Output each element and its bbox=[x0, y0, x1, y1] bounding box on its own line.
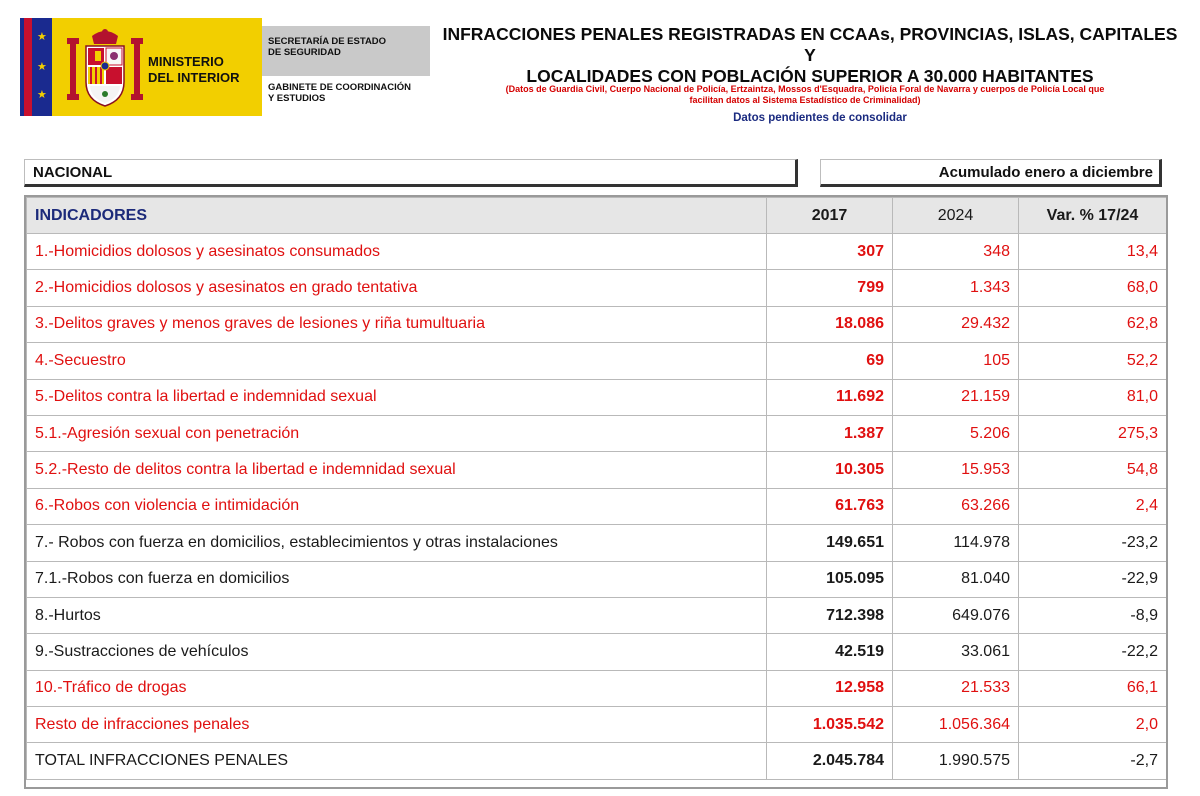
row-value-2024: 29.432 bbox=[893, 306, 1019, 342]
row-variation: -23,2 bbox=[1019, 525, 1167, 561]
table-row bbox=[27, 270, 1167, 306]
row-label: 9.-Sustracciones de vehículos bbox=[27, 634, 767, 670]
ministry-logo bbox=[20, 18, 262, 116]
star-icon: ★ bbox=[37, 61, 47, 73]
row-value-2017: 12.958 bbox=[767, 670, 893, 706]
table-body bbox=[27, 234, 1167, 780]
row-variation: -22,9 bbox=[1019, 561, 1167, 597]
row-value-2024: 1.343 bbox=[893, 270, 1019, 306]
row-variation: -2,7 bbox=[1019, 743, 1167, 779]
indicators-table bbox=[26, 197, 1167, 780]
row-value-2017: 307 bbox=[767, 234, 893, 270]
cabinet-line2: Y ESTUDIOS bbox=[268, 93, 326, 104]
row-label: 5.1.-Agresión sexual con penetración bbox=[27, 415, 767, 451]
flag-red-band bbox=[24, 18, 32, 116]
table-row bbox=[27, 707, 1167, 743]
row-variation: 54,8 bbox=[1019, 452, 1167, 488]
table-total-row bbox=[27, 743, 1167, 779]
row-value-2024: 105 bbox=[893, 343, 1019, 379]
row-variation: 13,4 bbox=[1019, 234, 1167, 270]
row-variation: 66,1 bbox=[1019, 670, 1167, 706]
row-value-2024: 63.266 bbox=[893, 488, 1019, 524]
sources-note-line2: facilitan datos al Sistema Estadístico de Criminalidad) bbox=[689, 95, 921, 105]
ministry-name-line1: MINISTERIO bbox=[148, 54, 224, 69]
ministry-name-line2: DEL INTERIOR bbox=[148, 70, 240, 85]
table-row bbox=[27, 306, 1167, 342]
cabinet-line1: GABINETE DE COORDINACIÓN bbox=[268, 82, 412, 93]
page-title bbox=[440, 24, 1180, 87]
table-row bbox=[27, 525, 1167, 561]
secretariat-line2: DE SEGURIDAD bbox=[268, 47, 341, 58]
header-year-2017: 2017 bbox=[767, 198, 893, 234]
table-row bbox=[27, 488, 1167, 524]
row-value-2024: 5.206 bbox=[893, 415, 1019, 451]
table-row bbox=[27, 415, 1167, 451]
row-value-2024: 33.061 bbox=[893, 634, 1019, 670]
row-variation: -8,9 bbox=[1019, 597, 1167, 633]
period-selector[interactable]: Acumulado enero a diciembre bbox=[820, 159, 1162, 187]
row-label: 10.-Tráfico de drogas bbox=[27, 670, 767, 706]
row-value-2024: 15.953 bbox=[893, 452, 1019, 488]
row-value-2024: 114.978 bbox=[893, 525, 1019, 561]
secretariat-line1: SECRETARÍA DE ESTADO bbox=[268, 36, 387, 47]
star-icon: ★ bbox=[37, 31, 47, 43]
row-variation: 81,0 bbox=[1019, 379, 1167, 415]
row-label: 7.- Robos con fuerza en domicilios, establecimientos y otras instalaciones bbox=[27, 525, 767, 561]
row-value-2017: 61.763 bbox=[767, 488, 893, 524]
header-variation: Var. % 17/24 bbox=[1019, 198, 1167, 234]
row-label: 3.-Delitos graves y menos graves de lesiones y riña tumultuaria bbox=[27, 306, 767, 342]
row-value-2017: 149.651 bbox=[767, 525, 893, 561]
row-variation: 52,2 bbox=[1019, 343, 1167, 379]
row-value-2017: 1.387 bbox=[767, 415, 893, 451]
row-value-2017: 712.398 bbox=[767, 597, 893, 633]
row-value-2017: 11.692 bbox=[767, 379, 893, 415]
row-value-2024: 21.159 bbox=[893, 379, 1019, 415]
row-label: 4.-Secuestro bbox=[27, 343, 767, 379]
row-value-2017: 799 bbox=[767, 270, 893, 306]
header-year-2024: 2024 bbox=[893, 198, 1019, 234]
row-value-2024: 1.056.364 bbox=[893, 707, 1019, 743]
row-label: 1.-Homicidios dolosos y asesinatos consumados bbox=[27, 234, 767, 270]
star-icon: ★ bbox=[37, 89, 47, 101]
row-variation: 2,4 bbox=[1019, 488, 1167, 524]
row-variation: -22,2 bbox=[1019, 634, 1167, 670]
row-value-2017: 69 bbox=[767, 343, 893, 379]
sources-note bbox=[450, 84, 1160, 106]
ministry-name bbox=[148, 54, 260, 86]
table-row bbox=[27, 597, 1167, 633]
row-label: 7.1.-Robos con fuerza en domicilios bbox=[27, 561, 767, 597]
row-label: 5.-Delitos contra la libertad e indemnidad sexual bbox=[27, 379, 767, 415]
table-row bbox=[27, 379, 1167, 415]
row-label: Resto de infracciones penales bbox=[27, 707, 767, 743]
eu-flag-strip bbox=[20, 18, 52, 116]
secretariat-label bbox=[268, 36, 428, 58]
pending-note: Datos pendientes de consolidar bbox=[733, 112, 907, 124]
row-value-2024: 348 bbox=[893, 234, 1019, 270]
row-value-2017: 10.305 bbox=[767, 452, 893, 488]
row-value-2024: 1.990.575 bbox=[893, 743, 1019, 779]
row-value-2017: 2.045.784 bbox=[767, 743, 893, 779]
row-value-2024: 81.040 bbox=[893, 561, 1019, 597]
table-row bbox=[27, 634, 1167, 670]
row-value-2017: 18.086 bbox=[767, 306, 893, 342]
header-indicators: INDICADORES bbox=[27, 198, 767, 234]
coat-of-arms-icon bbox=[64, 26, 146, 112]
table-row bbox=[27, 452, 1167, 488]
table-row bbox=[27, 343, 1167, 379]
row-label: TOTAL INFRACCIONES PENALES bbox=[27, 743, 767, 779]
row-variation: 68,0 bbox=[1019, 270, 1167, 306]
row-variation: 275,3 bbox=[1019, 415, 1167, 451]
row-value-2017: 105.095 bbox=[767, 561, 893, 597]
table-row bbox=[27, 234, 1167, 270]
table-header-row bbox=[27, 198, 1167, 234]
scope-selector[interactable]: NACIONAL bbox=[24, 159, 798, 187]
row-value-2017: 1.035.542 bbox=[767, 707, 893, 743]
row-variation: 62,8 bbox=[1019, 306, 1167, 342]
table-row bbox=[27, 670, 1167, 706]
row-value-2017: 42.519 bbox=[767, 634, 893, 670]
table-row bbox=[27, 561, 1167, 597]
row-label: 6.-Robos con violencia e intimidación bbox=[27, 488, 767, 524]
row-label: 5.2.-Resto de delitos contra la libertad e indemnidad sexual bbox=[27, 452, 767, 488]
cabinet-label bbox=[268, 82, 438, 104]
page-title-line1: INFRACCIONES PENALES REGISTRADAS EN CCAAs, PROVINCIAS, ISLAS, CAPITALES Y bbox=[442, 24, 1178, 65]
row-label: 8.-Hurtos bbox=[27, 597, 767, 633]
row-variation: 2,0 bbox=[1019, 707, 1167, 743]
sources-note-line1: (Datos de Guardia Civil, Cuerpo Nacional de Policía, Ertzaintza, Mossos d'Esquadra, Policía Foral de Navarra y cuerpos de Policía Local que bbox=[505, 84, 1105, 94]
row-value-2024: 649.076 bbox=[893, 597, 1019, 633]
page-title-line2: LOCALIDADES CON POBLACIÓN SUPERIOR A 30.000 HABITANTES bbox=[526, 66, 1094, 86]
row-value-2024: 21.533 bbox=[893, 670, 1019, 706]
row-label: 2.-Homicidios dolosos y asesinatos en grado tentativa bbox=[27, 270, 767, 306]
